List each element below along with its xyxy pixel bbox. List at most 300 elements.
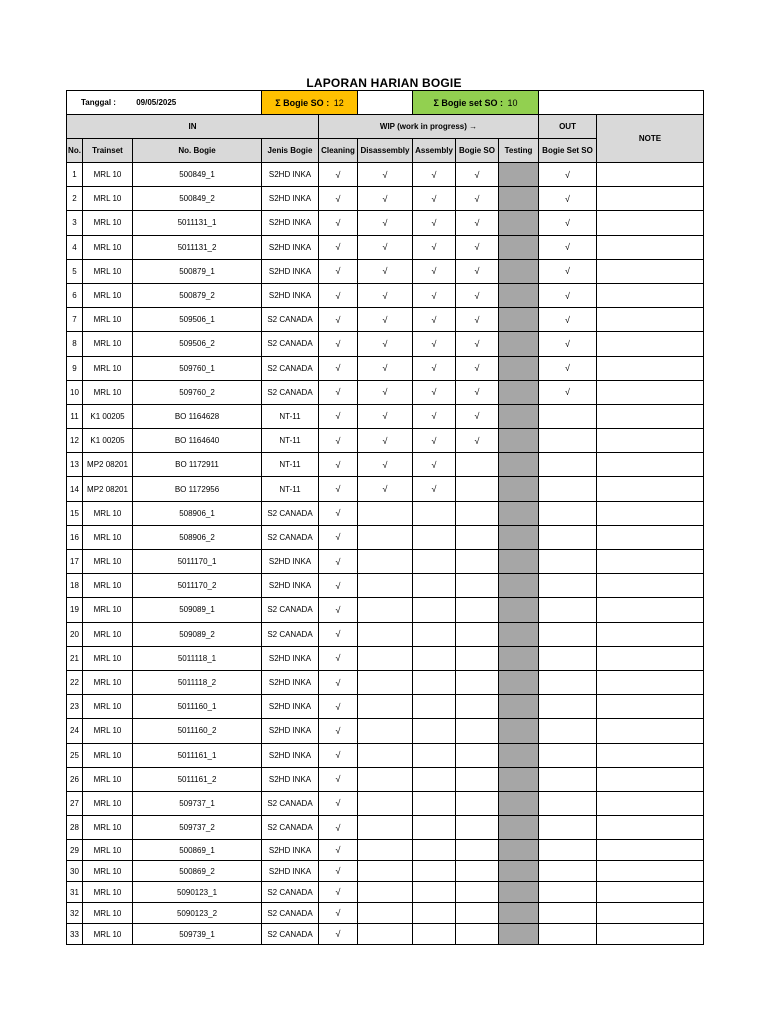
cleaning-status-cell: √ xyxy=(319,791,358,815)
summary-empty xyxy=(539,91,704,115)
bogie-number-cell: 508906_1 xyxy=(133,501,262,525)
note-cell xyxy=(597,283,704,307)
trainset-cell: MRL 10 xyxy=(83,791,133,815)
disassembly-status-cell xyxy=(358,501,413,525)
table-row xyxy=(67,211,704,235)
assembly-status-cell: √ xyxy=(413,429,456,453)
trainset-cell: MRL 10 xyxy=(83,163,133,187)
bogie-number-cell: 5011161_1 xyxy=(133,743,262,767)
bogie-so-status-cell xyxy=(456,791,499,815)
disassembly-status-cell xyxy=(358,719,413,743)
table-row xyxy=(67,380,704,404)
note-cell xyxy=(597,380,704,404)
table-row xyxy=(67,574,704,598)
disassembly-status-cell: √ xyxy=(358,211,413,235)
col-header-cleaning: Cleaning xyxy=(319,139,358,163)
bogie-number-cell: 509506_1 xyxy=(133,308,262,332)
assembly-status-cell xyxy=(413,501,456,525)
bogie-type-cell: S2HD INKA xyxy=(262,646,319,670)
bogie-type-cell: NT-11 xyxy=(262,404,319,428)
bogie-number-cell: 5011131_2 xyxy=(133,235,262,259)
note-cell xyxy=(597,574,704,598)
disassembly-status-cell: √ xyxy=(358,429,413,453)
bogie-number-cell: 509506_2 xyxy=(133,332,262,356)
bogie-so-status-cell: √ xyxy=(456,404,499,428)
disassembly-status-cell xyxy=(358,574,413,598)
cleaning-status-cell: √ xyxy=(319,501,358,525)
bogie-so-status-cell xyxy=(456,816,499,840)
bogie-type-cell: S2HD INKA xyxy=(262,259,319,283)
cleaning-status-cell: √ xyxy=(319,332,358,356)
row-number-cell: 9 xyxy=(67,356,83,380)
row-number-cell: 12 xyxy=(67,429,83,453)
note-cell xyxy=(597,550,704,574)
disassembly-status-cell xyxy=(358,816,413,840)
col-header-no: No. xyxy=(67,139,83,163)
row-number-cell: 8 xyxy=(67,332,83,356)
table-row xyxy=(67,767,704,791)
cleaning-status-cell: √ xyxy=(319,453,358,477)
bogie-so-status-cell xyxy=(456,719,499,743)
cleaning-status-cell: √ xyxy=(319,695,358,719)
bogie-so-total-cell xyxy=(262,91,358,115)
bogie-set-so-status-cell: √ xyxy=(539,332,597,356)
cleaning-status-cell: √ xyxy=(319,356,358,380)
disassembly-status-cell xyxy=(358,550,413,574)
bogie-set-so-status-cell xyxy=(539,429,597,453)
bogie-type-cell: S2 CANADA xyxy=(262,308,319,332)
bogie-type-cell: S2HD INKA xyxy=(262,767,319,791)
assembly-status-cell: √ xyxy=(413,235,456,259)
testing-status-cell xyxy=(499,404,539,428)
trainset-cell: MRL 10 xyxy=(83,187,133,211)
bogie-type-cell: NT-11 xyxy=(262,429,319,453)
assembly-status-cell xyxy=(413,816,456,840)
col-header-jenis-bogie: Jenis Bogie xyxy=(262,139,319,163)
bogie-type-cell: S2HD INKA xyxy=(262,840,319,861)
disassembly-status-cell: √ xyxy=(358,404,413,428)
disassembly-status-cell xyxy=(358,646,413,670)
bogie-so-status-cell xyxy=(456,924,499,945)
note-cell xyxy=(597,501,704,525)
cleaning-status-cell: √ xyxy=(319,646,358,670)
bogie-set-so-status-cell: √ xyxy=(539,308,597,332)
bogie-set-so-status-cell xyxy=(539,695,597,719)
row-number-cell: 27 xyxy=(67,791,83,815)
testing-status-cell xyxy=(499,235,539,259)
testing-status-cell xyxy=(499,429,539,453)
bogie-type-cell: S2HD INKA xyxy=(262,861,319,882)
bogie-so-status-cell xyxy=(456,598,499,622)
bogie-set-so-status-cell xyxy=(539,816,597,840)
bogie-type-cell: S2HD INKA xyxy=(262,283,319,307)
bogie-set-so-status-cell xyxy=(539,767,597,791)
col-header-assembly: Assembly xyxy=(413,139,456,163)
note-cell xyxy=(597,767,704,791)
testing-status-cell xyxy=(499,501,539,525)
note-cell xyxy=(597,163,704,187)
bogie-type-cell: S2 CANADA xyxy=(262,622,319,646)
col-header-bogie-so: Bogie SO xyxy=(456,139,499,163)
bogie-so-status-cell xyxy=(456,453,499,477)
bogie-type-cell: S2 CANADA xyxy=(262,332,319,356)
bogie-so-status-cell xyxy=(456,574,499,598)
disassembly-status-cell: √ xyxy=(358,283,413,307)
col-header-no-bogie: No. Bogie xyxy=(133,139,262,163)
disassembly-status-cell xyxy=(358,903,413,924)
testing-status-cell xyxy=(499,646,539,670)
bogie-number-cell: 509739_1 xyxy=(133,924,262,945)
row-number-cell: 1 xyxy=(67,163,83,187)
trainset-cell: MRL 10 xyxy=(83,550,133,574)
bogie-so-status-cell xyxy=(456,501,499,525)
bogie-type-cell: S2HD INKA xyxy=(262,574,319,598)
cleaning-status-cell: √ xyxy=(319,211,358,235)
bogie-so-status-cell: √ xyxy=(456,235,499,259)
bogie-type-cell: S2HD INKA xyxy=(262,235,319,259)
testing-status-cell xyxy=(499,574,539,598)
disassembly-status-cell xyxy=(358,525,413,549)
trainset-cell: MRL 10 xyxy=(83,525,133,549)
group-header-row xyxy=(67,115,704,139)
bogie-so-status-cell xyxy=(456,840,499,861)
testing-status-cell xyxy=(499,861,539,882)
bogie-number-cell: BO 1164640 xyxy=(133,429,262,453)
bogie-set-so-status-cell xyxy=(539,840,597,861)
bogie-number-cell: 5011160_2 xyxy=(133,719,262,743)
table-row xyxy=(67,235,704,259)
bogie-number-cell: BO 1164628 xyxy=(133,404,262,428)
disassembly-status-cell xyxy=(358,767,413,791)
table-row xyxy=(67,861,704,882)
col-header-trainset: Trainset xyxy=(83,139,133,163)
assembly-status-cell xyxy=(413,767,456,791)
col-header-disassembly: Disassembly xyxy=(358,139,413,163)
col-header-bogie-set-so: Bogie Set SO xyxy=(539,139,597,163)
testing-status-cell xyxy=(499,356,539,380)
bogie-set-so-status-cell xyxy=(539,719,597,743)
note-cell xyxy=(597,882,704,903)
testing-status-cell xyxy=(499,719,539,743)
row-number-cell: 17 xyxy=(67,550,83,574)
bogie-so-status-cell: √ xyxy=(456,259,499,283)
cleaning-status-cell: √ xyxy=(319,187,358,211)
disassembly-status-cell: √ xyxy=(358,308,413,332)
row-number-cell: 23 xyxy=(67,695,83,719)
disassembly-status-cell: √ xyxy=(358,380,413,404)
assembly-status-cell: √ xyxy=(413,380,456,404)
testing-status-cell xyxy=(499,767,539,791)
assembly-status-cell xyxy=(413,525,456,549)
col-header-testing: Testing xyxy=(499,139,539,163)
bogie-set-so-status-cell xyxy=(539,404,597,428)
trainset-cell: MRL 10 xyxy=(83,924,133,945)
note-cell xyxy=(597,695,704,719)
testing-status-cell xyxy=(499,550,539,574)
bogie-type-cell: S2 CANADA xyxy=(262,924,319,945)
bogie-type-cell: S2 CANADA xyxy=(262,903,319,924)
bogie-number-cell: 509760_2 xyxy=(133,380,262,404)
in-group-header: IN xyxy=(67,115,319,139)
note-cell xyxy=(597,525,704,549)
table-row xyxy=(67,356,704,380)
assembly-status-cell xyxy=(413,622,456,646)
bogie-so-status-cell: √ xyxy=(456,308,499,332)
bogie-number-cell: BO 1172956 xyxy=(133,477,262,501)
testing-status-cell xyxy=(499,477,539,501)
trainset-cell: MRL 10 xyxy=(83,598,133,622)
testing-status-cell xyxy=(499,380,539,404)
disassembly-status-cell xyxy=(358,791,413,815)
cleaning-status-cell: √ xyxy=(319,767,358,791)
bogie-so-status-cell: √ xyxy=(456,211,499,235)
row-number-cell: 13 xyxy=(67,453,83,477)
bogie-type-cell: S2 CANADA xyxy=(262,816,319,840)
disassembly-status-cell xyxy=(358,861,413,882)
trainset-cell: MRL 10 xyxy=(83,743,133,767)
bogie-so-status-cell xyxy=(456,670,499,694)
table-row xyxy=(67,259,704,283)
bogie-number-cell: 500849_2 xyxy=(133,187,262,211)
bogie-so-status-cell xyxy=(456,903,499,924)
bogie-number-cell: 5011161_2 xyxy=(133,767,262,791)
testing-status-cell xyxy=(499,308,539,332)
bogie-report-table xyxy=(66,90,704,945)
testing-status-cell xyxy=(499,187,539,211)
bogie-set-so-status-cell xyxy=(539,622,597,646)
testing-status-cell xyxy=(499,743,539,767)
row-number-cell: 33 xyxy=(67,924,83,945)
table-row xyxy=(67,163,704,187)
note-cell xyxy=(597,622,704,646)
bogie-number-cell: 509737_2 xyxy=(133,816,262,840)
disassembly-status-cell xyxy=(358,670,413,694)
disassembly-status-cell: √ xyxy=(358,187,413,211)
table-row xyxy=(67,719,704,743)
row-number-cell: 28 xyxy=(67,816,83,840)
testing-status-cell xyxy=(499,670,539,694)
trainset-cell: MRL 10 xyxy=(83,816,133,840)
assembly-status-cell xyxy=(413,719,456,743)
bogie-number-cell: 500879_1 xyxy=(133,259,262,283)
trainset-cell: MRL 10 xyxy=(83,308,133,332)
bogie-type-cell: S2 CANADA xyxy=(262,356,319,380)
row-number-cell: 16 xyxy=(67,525,83,549)
bogie-so-status-cell xyxy=(456,695,499,719)
bogie-number-cell: 509737_1 xyxy=(133,791,262,815)
trainset-cell: MRL 10 xyxy=(83,380,133,404)
bogie-number-cell: 5011131_1 xyxy=(133,211,262,235)
testing-status-cell xyxy=(499,598,539,622)
bogie-set-so-status-cell: √ xyxy=(539,259,597,283)
bogie-set-so-status-cell: √ xyxy=(539,356,597,380)
bogie-number-cell: 5090123_1 xyxy=(133,882,262,903)
note-cell xyxy=(597,356,704,380)
disassembly-status-cell: √ xyxy=(358,356,413,380)
bogie-so-status-cell xyxy=(456,550,499,574)
bogie-set-so-status-cell: √ xyxy=(539,380,597,404)
disassembly-status-cell xyxy=(358,882,413,903)
cleaning-status-cell: √ xyxy=(319,882,358,903)
bogie-so-status-cell xyxy=(456,622,499,646)
bogie-set-so-label: Σ Bogie set SO : xyxy=(433,97,503,108)
row-number-cell: 32 xyxy=(67,903,83,924)
trainset-cell: MRL 10 xyxy=(83,903,133,924)
trainset-cell: MRL 10 xyxy=(83,840,133,861)
testing-status-cell xyxy=(499,695,539,719)
bogie-set-so-status-cell xyxy=(539,477,597,501)
table-row xyxy=(67,550,704,574)
cleaning-status-cell: √ xyxy=(319,525,358,549)
note-cell xyxy=(597,308,704,332)
cleaning-status-cell: √ xyxy=(319,477,358,501)
trainset-cell: MRL 10 xyxy=(83,882,133,903)
bogie-set-so-status-cell xyxy=(539,903,597,924)
bogie-so-status-cell xyxy=(456,767,499,791)
testing-status-cell xyxy=(499,211,539,235)
trainset-cell: MRL 10 xyxy=(83,695,133,719)
assembly-status-cell xyxy=(413,695,456,719)
testing-status-cell xyxy=(499,525,539,549)
row-number-cell: 4 xyxy=(67,235,83,259)
bogie-number-cell: 508906_2 xyxy=(133,525,262,549)
bogie-type-cell: S2HD INKA xyxy=(262,211,319,235)
table-row xyxy=(67,308,704,332)
disassembly-status-cell: √ xyxy=(358,332,413,356)
cleaning-status-cell: √ xyxy=(319,283,358,307)
bogie-set-so-status-cell: √ xyxy=(539,187,597,211)
bogie-set-so-status-cell xyxy=(539,670,597,694)
bogie-set-so-status-cell: √ xyxy=(539,235,597,259)
bogie-so-status-cell: √ xyxy=(456,356,499,380)
disassembly-status-cell xyxy=(358,840,413,861)
wip-group-header: WIP (work in progress) → xyxy=(319,115,539,139)
row-number-cell: 30 xyxy=(67,861,83,882)
assembly-status-cell: √ xyxy=(413,356,456,380)
note-cell xyxy=(597,924,704,945)
bogie-type-cell: NT-11 xyxy=(262,477,319,501)
cleaning-status-cell: √ xyxy=(319,308,358,332)
trainset-cell: MRL 10 xyxy=(83,622,133,646)
note-cell xyxy=(597,404,704,428)
table-row xyxy=(67,453,704,477)
trainset-cell: MP2 08201 xyxy=(83,453,133,477)
bogie-number-cell: 509089_2 xyxy=(133,622,262,646)
row-number-cell: 10 xyxy=(67,380,83,404)
disassembly-status-cell: √ xyxy=(358,477,413,501)
bogie-type-cell: NT-11 xyxy=(262,453,319,477)
bogie-so-status-cell xyxy=(456,525,499,549)
row-number-cell: 26 xyxy=(67,767,83,791)
bogie-set-so-status-cell xyxy=(539,574,597,598)
bogie-type-cell: S2HD INKA xyxy=(262,670,319,694)
table-row xyxy=(67,622,704,646)
cleaning-status-cell: √ xyxy=(319,816,358,840)
trainset-cell: MRL 10 xyxy=(83,501,133,525)
assembly-status-cell: √ xyxy=(413,308,456,332)
table-row xyxy=(67,477,704,501)
bogie-set-so-status-cell: √ xyxy=(539,283,597,307)
note-cell xyxy=(597,861,704,882)
testing-status-cell xyxy=(499,882,539,903)
cleaning-status-cell: √ xyxy=(319,598,358,622)
summary-row xyxy=(67,91,704,115)
row-number-cell: 7 xyxy=(67,308,83,332)
assembly-status-cell: √ xyxy=(413,332,456,356)
row-number-cell: 25 xyxy=(67,743,83,767)
trainset-cell: MRL 10 xyxy=(83,670,133,694)
bogie-number-cell: 5011118_2 xyxy=(133,670,262,694)
bogie-so-status-cell: √ xyxy=(456,380,499,404)
table-row xyxy=(67,525,704,549)
row-number-cell: 11 xyxy=(67,404,83,428)
bogie-number-cell: 500869_2 xyxy=(133,861,262,882)
assembly-status-cell: √ xyxy=(413,187,456,211)
cleaning-status-cell: √ xyxy=(319,670,358,694)
note-cell xyxy=(597,670,704,694)
bogie-so-status-cell xyxy=(456,882,499,903)
bogie-so-value: 12 xyxy=(333,97,344,108)
assembly-status-cell: √ xyxy=(413,453,456,477)
assembly-status-cell xyxy=(413,743,456,767)
bogie-so-status-cell: √ xyxy=(456,283,499,307)
report-title: LAPORAN HARIAN BOGIE xyxy=(306,76,462,90)
cleaning-status-cell: √ xyxy=(319,235,358,259)
assembly-status-cell xyxy=(413,903,456,924)
trainset-cell: MRL 10 xyxy=(83,235,133,259)
row-number-cell: 29 xyxy=(67,840,83,861)
cleaning-status-cell: √ xyxy=(319,550,358,574)
bogie-type-cell: S2 CANADA xyxy=(262,882,319,903)
bogie-type-cell: S2 CANADA xyxy=(262,525,319,549)
bogie-set-so-status-cell xyxy=(539,882,597,903)
row-number-cell: 24 xyxy=(67,719,83,743)
table-row xyxy=(67,332,704,356)
bogie-set-so-status-cell xyxy=(539,861,597,882)
note-cell xyxy=(597,453,704,477)
note-cell xyxy=(597,791,704,815)
cleaning-status-cell: √ xyxy=(319,719,358,743)
cleaning-status-cell: √ xyxy=(319,574,358,598)
bogie-number-cell: 5011170_1 xyxy=(133,550,262,574)
trainset-cell: MP2 08201 xyxy=(83,477,133,501)
table-row xyxy=(67,670,704,694)
bogie-set-so-status-cell xyxy=(539,598,597,622)
table-row xyxy=(67,743,704,767)
bogie-set-so-status-cell: √ xyxy=(539,211,597,235)
bogie-set-so-status-cell xyxy=(539,525,597,549)
bogie-so-label: Σ Bogie SO : xyxy=(275,97,330,108)
assembly-status-cell: √ xyxy=(413,404,456,428)
bogie-type-cell: S2 CANADA xyxy=(262,791,319,815)
bogie-type-cell: S2 CANADA xyxy=(262,380,319,404)
bogie-set-so-status-cell xyxy=(539,550,597,574)
bogie-set-so-status-cell xyxy=(539,453,597,477)
table-row xyxy=(67,283,704,307)
assembly-status-cell: √ xyxy=(413,259,456,283)
note-cell xyxy=(597,332,704,356)
bogie-number-cell: 509089_1 xyxy=(133,598,262,622)
table-row xyxy=(67,646,704,670)
disassembly-status-cell xyxy=(358,743,413,767)
trainset-cell: MRL 10 xyxy=(83,767,133,791)
cleaning-status-cell: √ xyxy=(319,861,358,882)
assembly-status-cell: √ xyxy=(413,477,456,501)
date-cell xyxy=(67,91,262,115)
row-number-cell: 15 xyxy=(67,501,83,525)
testing-status-cell xyxy=(499,332,539,356)
row-number-cell: 2 xyxy=(67,187,83,211)
